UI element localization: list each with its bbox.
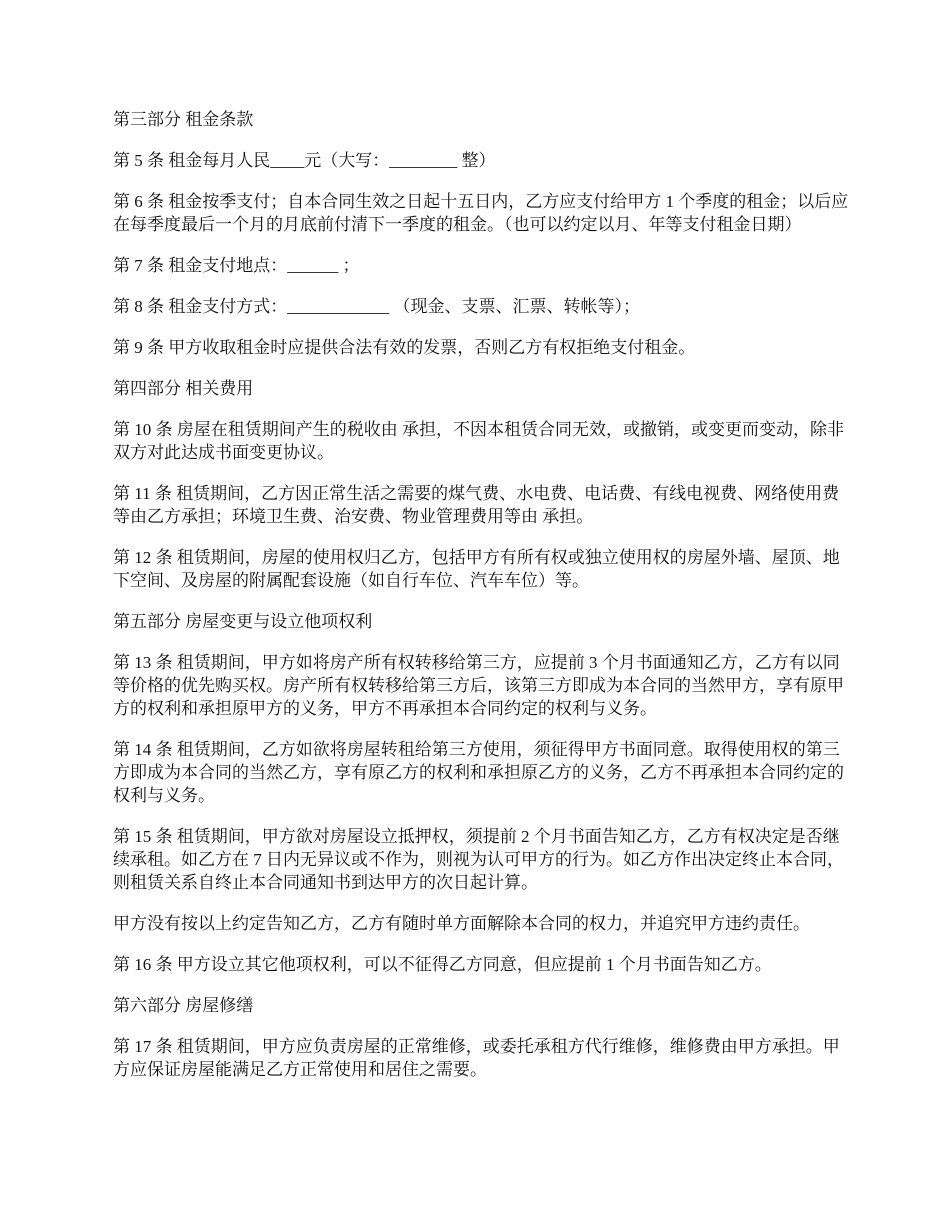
- clause-17: 第 17 条 租赁期间，甲方应负责房屋的正常维修，或委托承租方代行维修，维修费由甲方承担。甲方应保证房屋能满足乙方正常使用和居住之需要。: [113, 1037, 840, 1079]
- section-heading-property-change: 第五部分 房屋变更与设立他项权利: [113, 612, 373, 631]
- section-heading-rent-terms: 第三部分 租金条款: [113, 110, 254, 129]
- clause-11: 第 11 条 租赁期间，乙方因正常生活之需要的煤气费、水电费、电话费、有线电视费、网络使用费等由乙方承担；环境卫生费、治安费、物业管理费用等由 承担。: [113, 484, 840, 526]
- clause-6: 第 6 条 租金按季支付；自本合同生效之日起十五日内，乙方应支付给甲方 1 个季度的租金；以后应在每季度最后一个月的月底前付清下一季度的租金。（也可以约定以月、年等支付租金日期）: [113, 192, 849, 234]
- clause-7: 第 7 条 租金支付地点：______ ；: [113, 256, 360, 275]
- section-heading-related-fees: 第四部分 相关费用: [113, 379, 254, 398]
- section-heading-repairs: 第六部分 房屋修缮: [113, 996, 254, 1015]
- clause-13: 第 13 条 租赁期间，甲方如将房产所有权转移给第三方，应提前 3 个月书面通知乙方，乙方有以同等价格的优先购买权。房产所有权转移给第三方后，该第三方即成为本合同的当然甲方，享有原甲方的权利和承担原甲方的义务，甲方不再承担本合同约定的权利与义务。: [113, 653, 844, 718]
- clause-10: 第 10 条 房屋在租赁期间产生的税收由 承担，不因本租赁合同无效，或撤销，或变更而变动，除非双方对此达成书面变更协议。: [113, 420, 844, 462]
- clause-12: 第 12 条 租赁期间，房屋的使用权归乙方，包括甲方有所有权或独立使用权的房屋外墙、屋顶、地下空间、及房屋的附属配套设施（如自行车位、汽车车位）等。: [113, 548, 840, 590]
- clause-15-continued: 甲方没有按以上约定告知乙方，乙方有随时单方面解除本合同的权力，并追究甲方违约责任。: [113, 914, 810, 933]
- clause-8: 第 8 条 租金支付方式：____________ （现金、支票、汇票、转帐等）；: [113, 297, 640, 316]
- clause-15: 第 15 条 租赁期间，甲方欲对房屋设立抵押权，须提前 2 个月书面告知乙方，乙方有权决定是否继续承租。如乙方在 7 日内无异议或不作为，则视为认可甲方的行为。如乙方作出决定终止本合同，则租赁关系自终止本合同通知书到达甲方的次日起计算。: [113, 827, 844, 892]
- clause-16: 第 16 条 甲方设立其它他项权利，可以不征得乙方同意，但应提前 1 个月书面告知乙方。: [113, 955, 772, 974]
- clause-14: 第 14 条 租赁期间，乙方如欲将房屋转租给第三方使用，须征得甲方书面同意。取得使用权的第三方即成为本合同的当然乙方，享有原乙方的权利和承担原乙方的义务，乙方不再承担本合同约定的权利与义务。: [113, 740, 844, 805]
- document-body: [113, 108, 853, 1099]
- clause-9: 第 9 条 甲方收取租金时应提供合法有效的发票，否则乙方有权拒绝支付租金。: [113, 338, 696, 357]
- clause-5: 第 5 条 租金每月人民____元（大写：________ 整）: [113, 151, 496, 170]
